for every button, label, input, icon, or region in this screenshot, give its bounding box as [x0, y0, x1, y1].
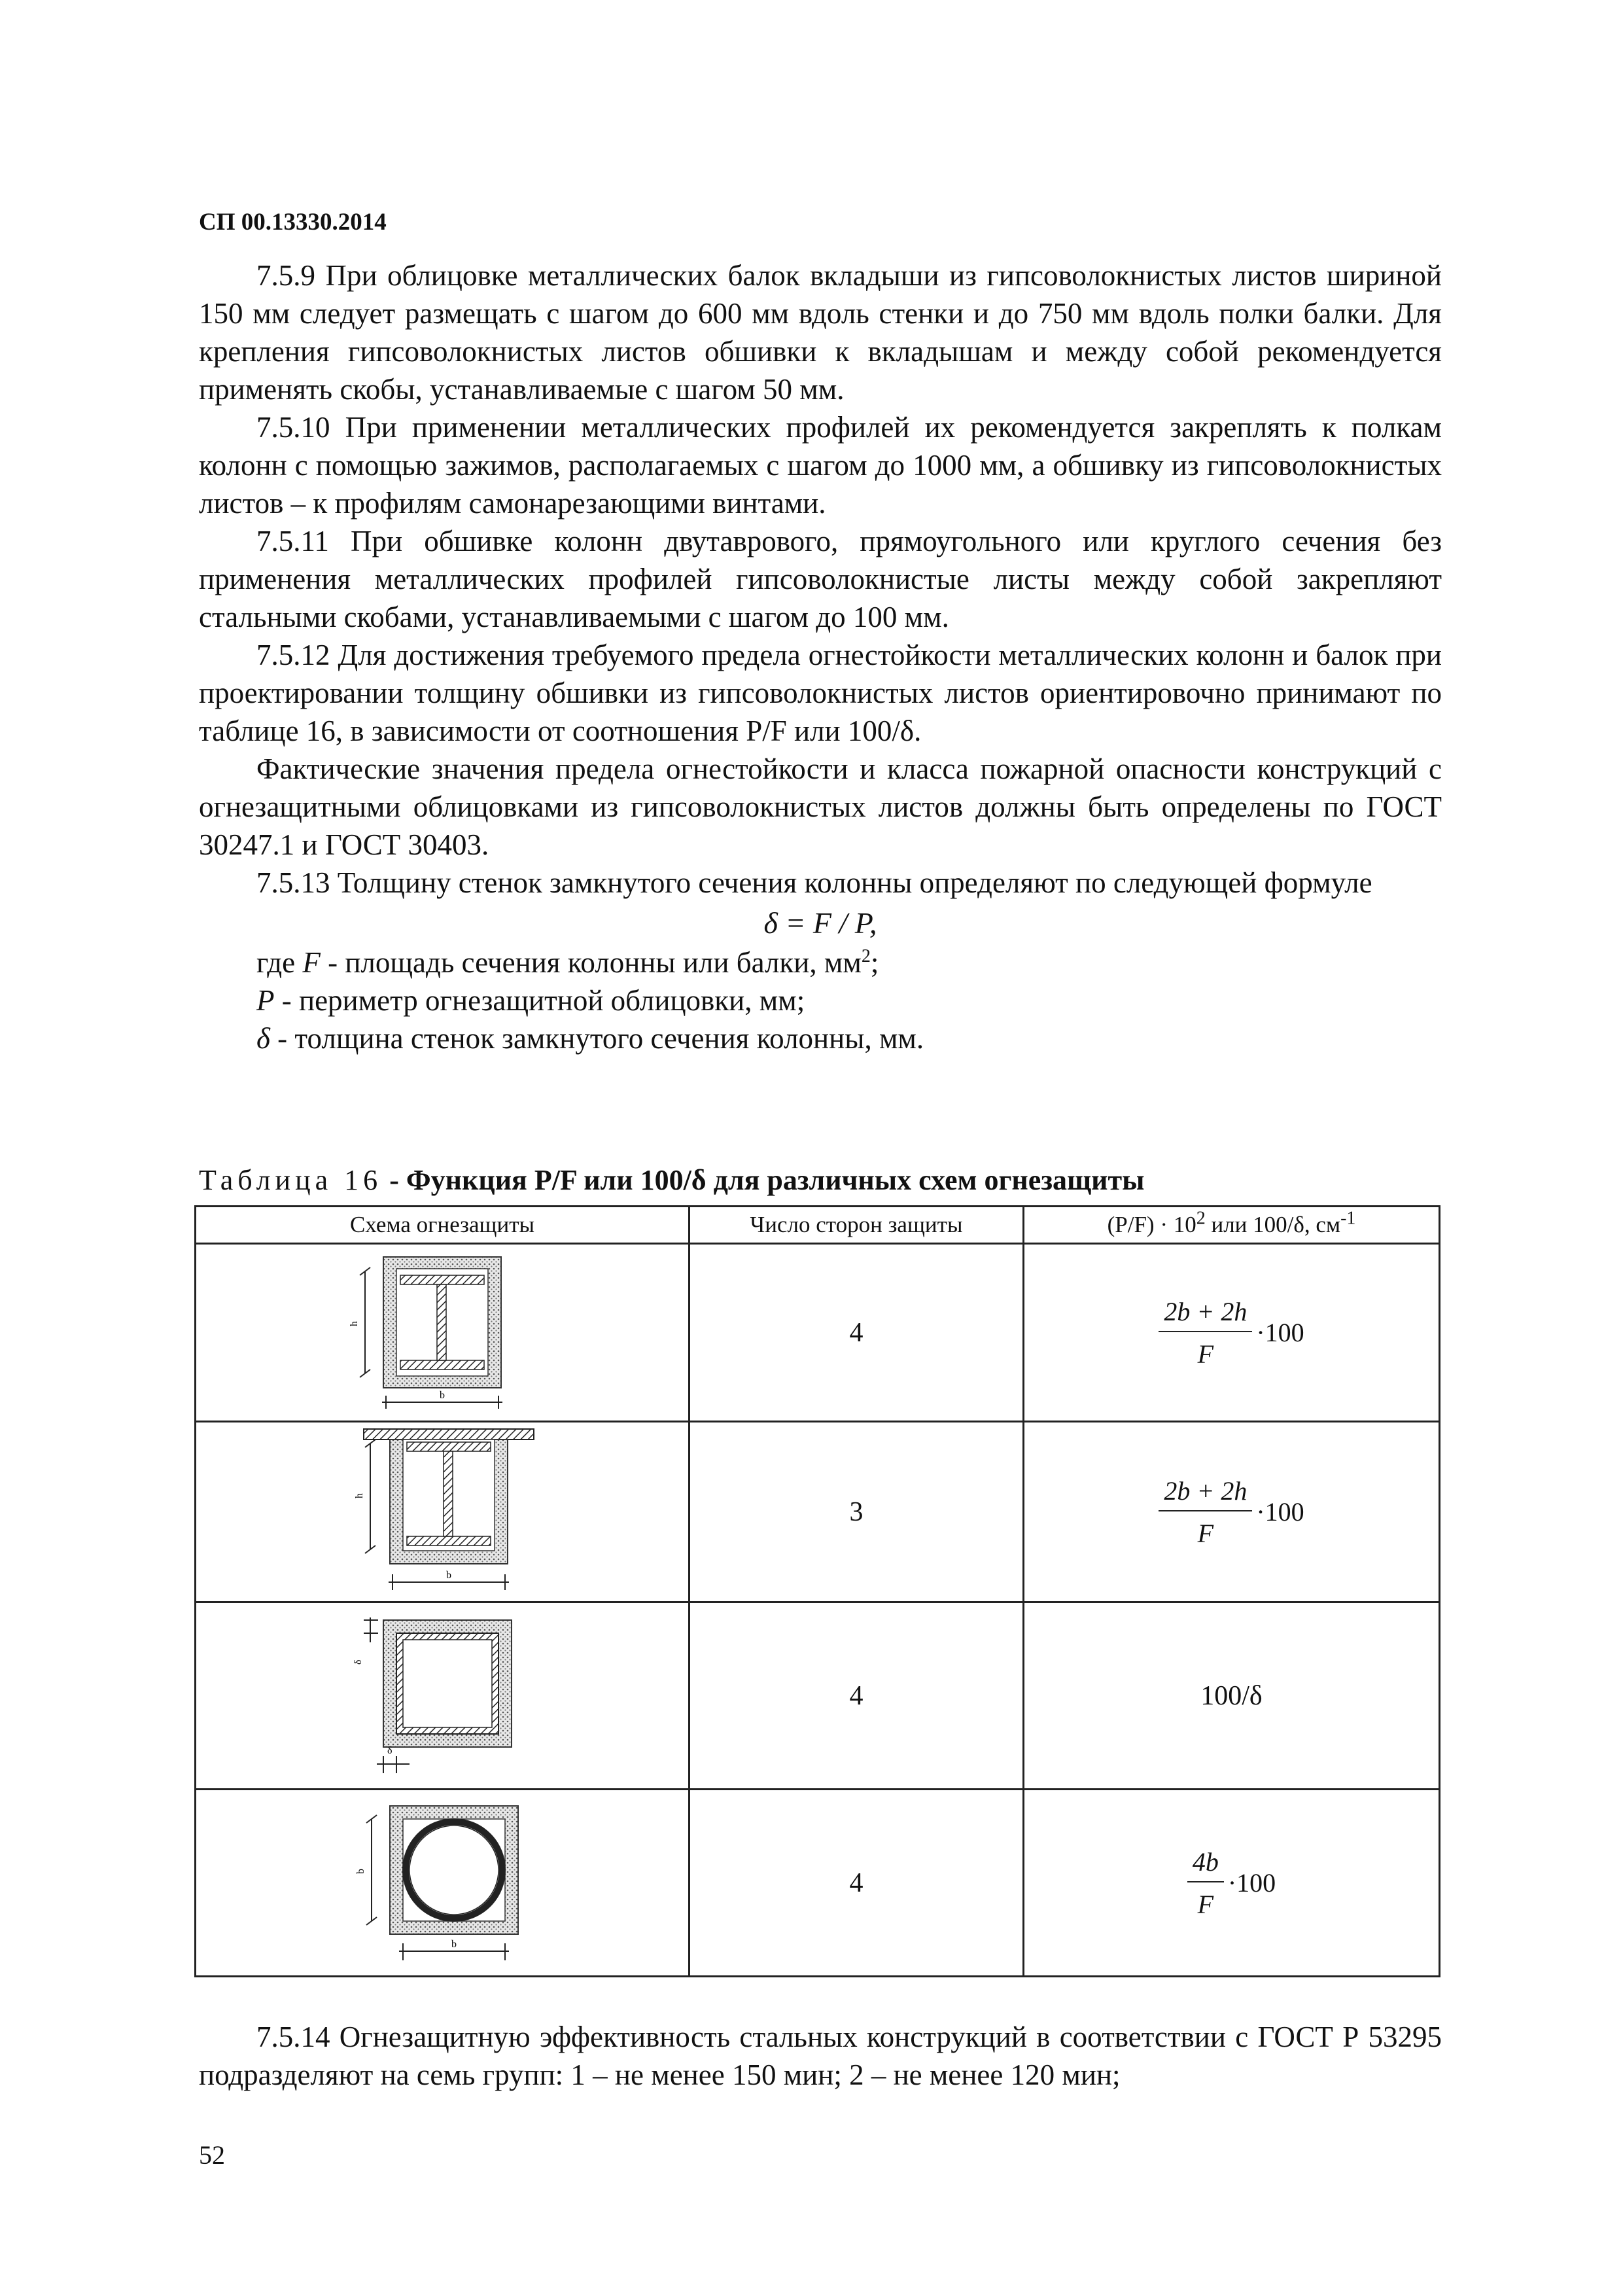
- function-formula: 2b + 2h F ·100: [1024, 1244, 1440, 1422]
- paragraph-7-5-12: 7.5.12 Для достижения требуемого предела огнестойкости металлических колонн и балок при проектировании толщину обшивки из гипсоволокнистых листов ориентировочно принимают по таблице 16, в зависимости от соотношения P/F или 100/δ.: [199, 639, 1442, 747]
- paragraph-7-5-10: 7.5.10 При применении металлических профилей их рекомендуется закреплять к полкам колонн с помощью зажимов, располагаемых с шагом до 1000 мм, а обшивку из гипсоволокнистых листов – к профилям самонарезающими винтами.: [199, 411, 1442, 520]
- scheme-square-hollow: [196, 1602, 689, 1790]
- table-row: [196, 1790, 1440, 1977]
- sides-count: 3: [689, 1422, 1024, 1602]
- scheme-ibeam-4-sides: [196, 1244, 689, 1422]
- table-header-row: [196, 1207, 1440, 1244]
- table-row: [196, 1422, 1440, 1602]
- dim-label-h: h: [354, 1493, 365, 1498]
- function-formula: 100/δ: [1024, 1602, 1440, 1790]
- paragraph-7-5-13: 7.5.13 Толщину стенок замкнутого сечения колонны определяют по следующей формуле: [256, 866, 1372, 899]
- page-number: 52: [199, 2140, 225, 2170]
- dim-label-b: b: [440, 1390, 445, 1401]
- circular-section-diagram: [305, 1793, 580, 1969]
- dim-label-delta-v: δ: [353, 1659, 364, 1665]
- body-text-upper: [199, 256, 1442, 1057]
- scheme-ibeam-3-sides: [196, 1422, 689, 1602]
- sides-count: 4: [689, 1790, 1024, 1977]
- dim-label-b-h: b: [451, 1939, 457, 1950]
- header-function: $(P/F) \cdot 10^2$ или 100/δ, $см^{-1}$: [1024, 1207, 1440, 1244]
- paragraph-fact-values: Фактические значения предела огнестойкости и класса пожарной опасности конструкций с огнезащитными облицовками из гипсоволокнистых листов должны быть определены по ГОСТ 30247.1 и ГОСТ 30403.: [199, 752, 1442, 861]
- dim-label-h: h: [349, 1321, 360, 1326]
- table-16: [194, 1205, 1440, 1977]
- dim-label-b-v: b: [355, 1869, 366, 1874]
- table-row: [196, 1602, 1440, 1790]
- square-hollow-section-diagram: [305, 1606, 580, 1782]
- function-formula: 4b F ·100: [1024, 1790, 1440, 1977]
- ibeam-4-sides-diagram: [305, 1249, 580, 1413]
- legend-line-delta: δ - толщина стенок замкнутого сечения колонны, мм.: [256, 1022, 924, 1055]
- sides-count: 4: [689, 1602, 1024, 1790]
- table-caption: Таблица 16 - Функция P/F или 100/δ для различных схем огнезащиты: [199, 1164, 1145, 1196]
- legend-line-p: P - периметр огнезащитной облицовки, мм;: [256, 984, 805, 1017]
- sides-count: 4: [689, 1244, 1024, 1422]
- document-code-header: СП 00.13330.2014: [199, 209, 387, 236]
- ibeam-3-sides-diagram: [305, 1425, 580, 1595]
- header-scheme: Схема огнезащиты: [196, 1207, 689, 1244]
- legend-line-f: где F - площадь сечения колонны или балки, $мм^2$;: [256, 946, 879, 979]
- thickness-formula: δ = F / P,: [763, 906, 877, 940]
- paragraph-7-5-11: 7.5.11 При обшивке колонн двутаврового, прямоугольного или круглого сечения без применения металлических профилей гипсоволокнистые листы между собой закрепляют стальными скобами, устанавливаемыми с шагом до 100 мм.: [199, 525, 1442, 633]
- dim-label-b: b: [446, 1570, 451, 1581]
- header-sides: Число сторон защиты: [689, 1207, 1024, 1244]
- body-text-lower: [199, 2018, 1442, 2094]
- function-formula: 2b + 2h F ·100: [1024, 1422, 1440, 1602]
- dim-label-delta-h: δ: [387, 1745, 393, 1756]
- paragraph-7-5-14: 7.5.14 Огнезащитную эффективность стальных конструкций в соответствии с ГОСТ Р 53295 подразделяют на семь групп: 1 – не менее 150 мин; 2 – не менее 120 мин;: [199, 2021, 1442, 2091]
- paragraph-7-5-9: 7.5.9 При облицовке металлических балок вкладыши из гипсоволокнистых листов шириной 150 мм следует размещать с шагом до 600 мм вдоль стенки и до 750 мм вдоль полки балки. Для крепления гипсоволокнистых листов обшивки к вкладышам и между собой рекомендуется применять скобы, устанавливаемые с шагом 50 мм.: [199, 259, 1442, 406]
- table-row: [196, 1244, 1440, 1422]
- scheme-circular-section: [196, 1790, 689, 1977]
